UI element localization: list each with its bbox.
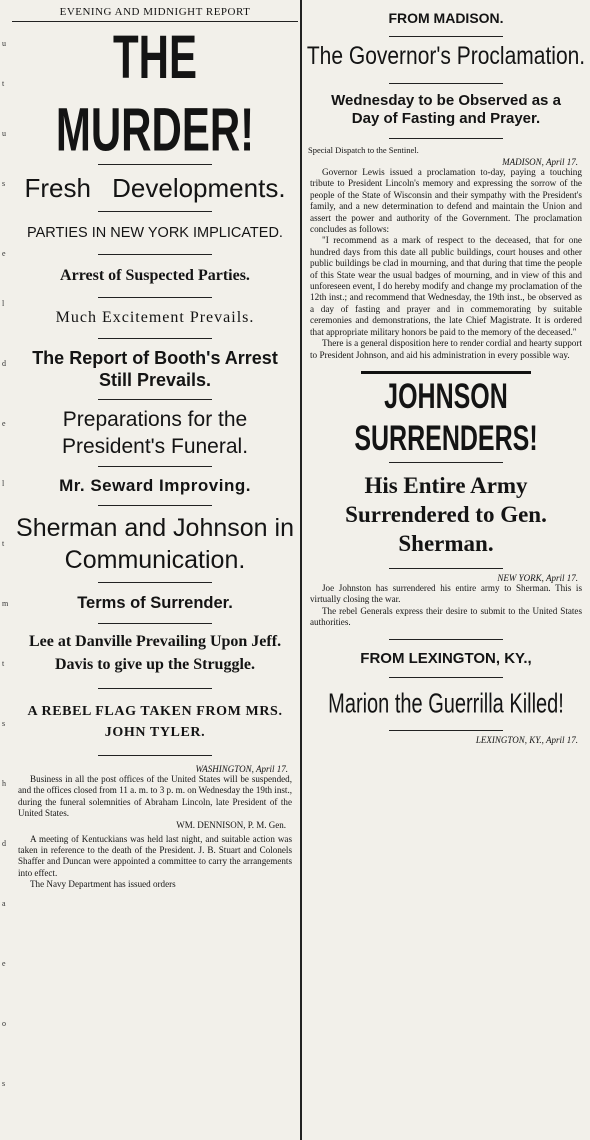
headline-marion: Marion the Guerrilla Killed! <box>328 688 564 719</box>
divider <box>98 688 212 689</box>
divider <box>98 254 212 255</box>
article-surrender <box>304 583 588 629</box>
section-madison: FROM MADISON. <box>388 10 504 26</box>
paragraph: "I recommend as a mark of respect to the deceased, that for one hundred days from this date all public buildings, court houses and other public buildings be clad in mourning, and that during that time the people of this State wear the usual badges of mourning, and in view of this and unforeseen event, I do hereby modify and change my proclamation of the 12th inst.; and recommend that Wednesday, the 19th inst., be observed as a day of fasting and prayer and in commemorating by suitable ceremonies and demonstrations, the late Chief Magistrate. It is ordered that appropriate military honors be paid to the memory of the deceased." <box>310 235 582 337</box>
right-column <box>304 0 588 1140</box>
deck-lee-danville: Lee at Danville Prevailing Upon Jeff. Davis to give up the Struggle. <box>28 633 282 673</box>
deck-entire-army: His Entire Army Surrendered to Gen. Sherman. <box>345 472 547 556</box>
edition-label: EVENING AND MIDNIGHT REPORT <box>59 6 251 18</box>
article-kentuckians <box>12 834 298 891</box>
left-edge-fragment: u t u s e l d e l t m t s h d a e o s <box>2 39 9 1088</box>
divider <box>98 338 212 339</box>
divider <box>389 568 503 569</box>
paragraph: The Navy Department has issued orders <box>30 879 176 890</box>
section-lexington: FROM LEXINGTON, KY., <box>360 649 532 667</box>
divider <box>98 505 212 506</box>
deck-rebel-flag: A REBEL FLAG TAKEN FROM MRS. JOHN TYLER. <box>27 704 283 740</box>
divider <box>389 639 503 640</box>
article-proclamation <box>304 167 588 361</box>
paragraph: Business in all the post offices of the United States will be suspended, and the offices closed from 11 a. m. to 3 p. m. on Wednesday the 19th inst., during the funeral solemnities of Abraham Lincoln, late President of the United States. <box>18 774 292 819</box>
divider <box>98 755 212 756</box>
divider <box>389 138 503 139</box>
divider <box>389 83 503 84</box>
divider <box>98 466 212 467</box>
headline-johnson-surrenders: JOHNSON SURRENDERS! <box>354 377 538 459</box>
main-headline: THE MURDER! <box>55 22 255 164</box>
paragraph: A meeting of Kentuckians was held last night, and suitable action was taken in reference to the death of the President. J. B. Stuart and Colonels Shaffer and Duncan were appointed a committee to carry the arrangements into effect. <box>18 833 292 878</box>
headline-governor: The Governor's Proclamation. <box>306 42 586 71</box>
divider <box>389 677 503 678</box>
divider <box>98 297 212 298</box>
left-column <box>12 0 298 1140</box>
dateline-lexington: LEXINGTON, KY., April 17. <box>475 734 578 745</box>
dateline-madison: MADISON, April 17. <box>502 157 578 167</box>
divider <box>98 582 212 583</box>
article-post-offices <box>12 774 298 820</box>
divider <box>389 462 503 463</box>
paragraph: There is a general disposition here to render cordial and hearty support to President Johnson, and aid his administration in every possible way. <box>310 338 582 360</box>
divider <box>389 36 503 37</box>
divider <box>98 623 212 624</box>
deck-arrest: Arrest of Suspected Parties. <box>60 267 250 284</box>
divider <box>98 399 212 400</box>
divider <box>98 211 212 212</box>
dateline-new-york: NEW YORK, April 17. <box>497 572 578 583</box>
deck-fresh-developments: Fresh Developments. <box>24 173 286 203</box>
byline: Special Dispatch to the Sentinel. <box>308 145 419 155</box>
divider <box>389 730 503 731</box>
column-rule <box>300 0 302 1140</box>
paragraph: The rebel Generals express their desire to submit to the United States authorities. <box>310 605 582 628</box>
deck-terms: Terms of Surrender. <box>77 594 233 612</box>
signature-dennison: WM. DENNISON, P. M. Gen. <box>176 819 286 830</box>
deck-sherman-johnson: Sherman and Johnson in Communication. <box>16 514 294 574</box>
divider <box>361 371 531 374</box>
deck-fasting: Wednesday to be Observed as a Day of Fasting and Prayer. <box>331 92 561 127</box>
deck-seward: Mr. Seward Improving. <box>59 476 251 495</box>
dateline-washington: WASHINGTON, April 17. <box>195 764 288 774</box>
deck-funeral: Preparations for the President's Funeral. <box>61 408 249 458</box>
deck-excitement: Much Excitement Prevails. <box>55 309 255 326</box>
deck-new-york: PARTIES IN NEW YORK IMPLICATED. <box>27 225 283 241</box>
deck-booth: The Report of Booth's Arrest Still Prevails. <box>32 348 278 390</box>
paragraph: Joe Johnston has surrendered his entire army to Sherman. This is virtually closing the war. <box>310 582 582 605</box>
paragraph: Governor Lewis issued a proclamation to-day, paying a touching tribute to President Lincoln's memory and expressing the sorrow of the people of the State of Wisconsin and their sympathy with the President's family, and a new determination to defend and maintain the Union and assert the power and authority of the Government. The proclamation concludes as follows: <box>310 167 582 235</box>
